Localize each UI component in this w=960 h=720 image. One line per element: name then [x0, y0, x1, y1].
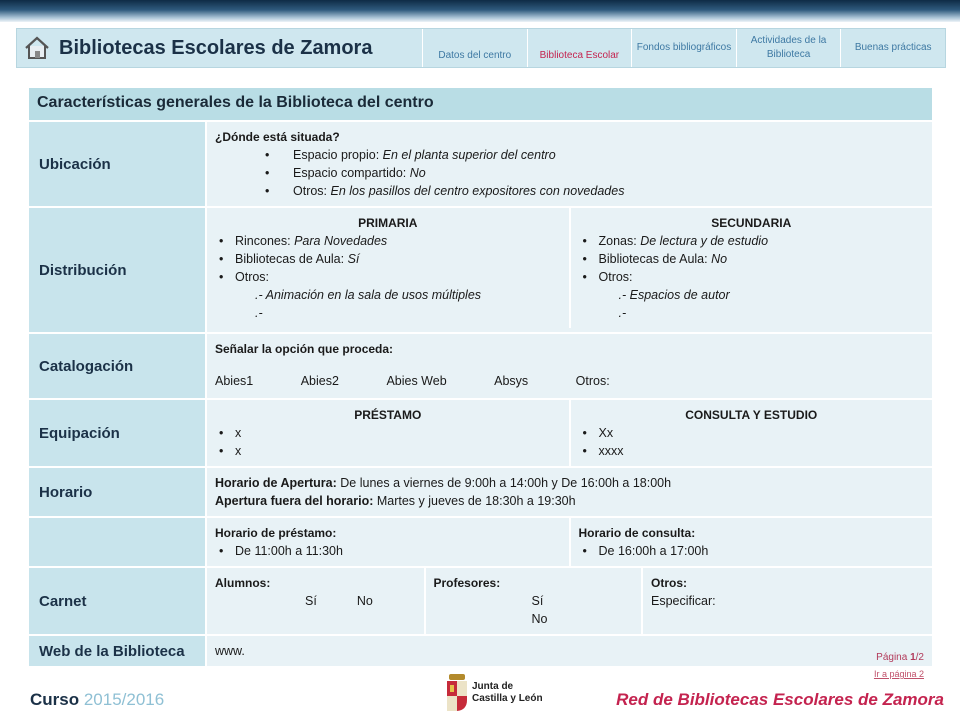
web-value[interactable]: www. — [206, 635, 932, 667]
logo-line-1: Junta de — [472, 681, 514, 692]
site-title: Bibliotecas Escolares de Zamora — [59, 36, 373, 59]
row-distribucion — [29, 207, 932, 333]
network-label: Red de Bibliotecas Escolares de Zamora — [616, 690, 944, 709]
logo-line-2: Castilla y León — [472, 693, 543, 704]
list-item: • Xx — [579, 424, 925, 442]
junta-logo — [446, 674, 543, 712]
option-otros[interactable]: Otros: — [575, 374, 610, 388]
catalogacion-options — [215, 372, 924, 390]
row-label: Catalogación — [29, 333, 206, 399]
next-page-link[interactable]: Ir a página 2 — [873, 669, 924, 679]
list-item: • De 11:00h a 11:30h — [215, 542, 561, 560]
row-catalogacion — [29, 333, 932, 399]
tab-actividades[interactable]: Actividades de la Biblioteca — [737, 29, 842, 67]
row-label: Ubicación — [29, 121, 206, 207]
option-abies-web[interactable]: Abies Web — [386, 374, 447, 388]
prestamo-heading: PRÉSTAMO — [354, 408, 422, 422]
header-bar — [16, 28, 946, 68]
secundaria-other-1: .- Espacios de autor — [618, 288, 730, 302]
carnet-alumnos: Alumnos: — [215, 576, 271, 590]
row-horario — [29, 467, 932, 517]
list-item: • Otros: — [215, 268, 561, 286]
tab-fondos-bibliograficos[interactable]: Fondos bibliográficos — [632, 29, 737, 67]
brand — [17, 29, 423, 67]
carnet-especificar: Especificar: — [651, 594, 716, 608]
profesores-no[interactable]: No — [531, 612, 548, 626]
course-year: 2015/2016 — [83, 690, 165, 709]
option-abies1[interactable]: Abies1 — [215, 374, 254, 388]
catalogacion-prompt: Señalar la opción que proceda: — [215, 342, 394, 356]
row-label: Equipación — [29, 399, 206, 467]
primaria-heading: PRIMARIA — [358, 216, 418, 230]
horario-prestamo-heading: Horario de préstamo: — [215, 526, 337, 540]
row-web — [29, 635, 932, 667]
row-label: Distribución — [29, 207, 206, 333]
row-ubicacion — [29, 121, 932, 207]
horario-fuera: Apertura fuera del horario: Martes y jueves de 18:30h a 19:30h — [215, 494, 576, 508]
characteristics-table — [29, 88, 932, 668]
home-icon[interactable] — [23, 34, 51, 62]
secundaria-other-2: .- — [618, 306, 627, 320]
row-horario-detalle — [29, 517, 932, 567]
list-item: • Bibliotecas de Aula: No — [579, 250, 925, 268]
alumnos-no[interactable]: No — [356, 594, 373, 608]
row-label: Web de la Biblioteca — [29, 635, 206, 667]
carnet-otros: Otros: — [651, 576, 687, 590]
carnet-profesores: Profesores: — [433, 576, 501, 590]
main-content — [29, 88, 932, 668]
row-label: Horario — [29, 467, 206, 517]
coat-of-arms-icon — [446, 674, 468, 712]
list-item: • Rincones: Para Novedades — [215, 232, 561, 250]
tab-buenas-practicas[interactable]: Buenas prácticas — [854, 42, 932, 53]
row-equipacion — [29, 399, 932, 467]
consulta-heading: CONSULTA Y ESTUDIO — [685, 408, 818, 422]
top-gradient-bar — [0, 0, 960, 22]
primaria-other-1: .- Animación en la sala de usos múltiples — [255, 288, 482, 302]
tab-datos-del-centro[interactable]: Datos del centro — [423, 29, 528, 67]
option-absys[interactable]: Absys — [494, 374, 529, 388]
pager: Página 1/2 Ir a página 2 — [873, 652, 924, 679]
course-label: Curso 2015/2016 — [30, 690, 165, 709]
page-current: 1 — [910, 652, 916, 663]
list-item: • x — [215, 424, 561, 442]
list-item: • xxxx — [579, 442, 925, 460]
list-item: • Bibliotecas de Aula: Sí — [215, 250, 561, 268]
secundaria-heading: SECUNDARIA — [711, 216, 792, 230]
list-item: • Espacio compartido: No — [215, 164, 924, 182]
primaria-other-2: .- — [255, 306, 263, 320]
horario-apertura: Horario de Apertura: De lunes a viernes de 9:00h a 14:00h y De 16:00h a 18:00h — [215, 476, 672, 490]
list-item: • De 16:00h a 17:00h — [579, 542, 925, 560]
list-item: • x — [215, 442, 561, 460]
ubicacion-question: ¿Dónde está situada? — [215, 130, 340, 144]
row-label: Carnet — [29, 567, 206, 635]
list-item: • Otros: En los pasillos del centro expositores con novedades — [215, 182, 924, 200]
horario-consulta-heading: Horario de consulta: — [578, 526, 696, 540]
section-title: Características generales de la Biblioteca del centro — [29, 88, 932, 121]
tab-biblioteca-escolar[interactable]: Biblioteca Escolar — [528, 29, 633, 67]
list-item: • Otros: — [579, 268, 925, 286]
list-item: • Zonas: De lectura y de estudio — [579, 232, 925, 250]
option-abies2[interactable]: Abies2 — [300, 374, 339, 388]
row-carnet — [29, 567, 932, 635]
list-item: • Espacio propio: En el planta superior del centro — [215, 146, 924, 164]
alumnos-si[interactable]: Sí — [305, 594, 317, 608]
profesores-si[interactable]: Sí — [531, 594, 544, 608]
